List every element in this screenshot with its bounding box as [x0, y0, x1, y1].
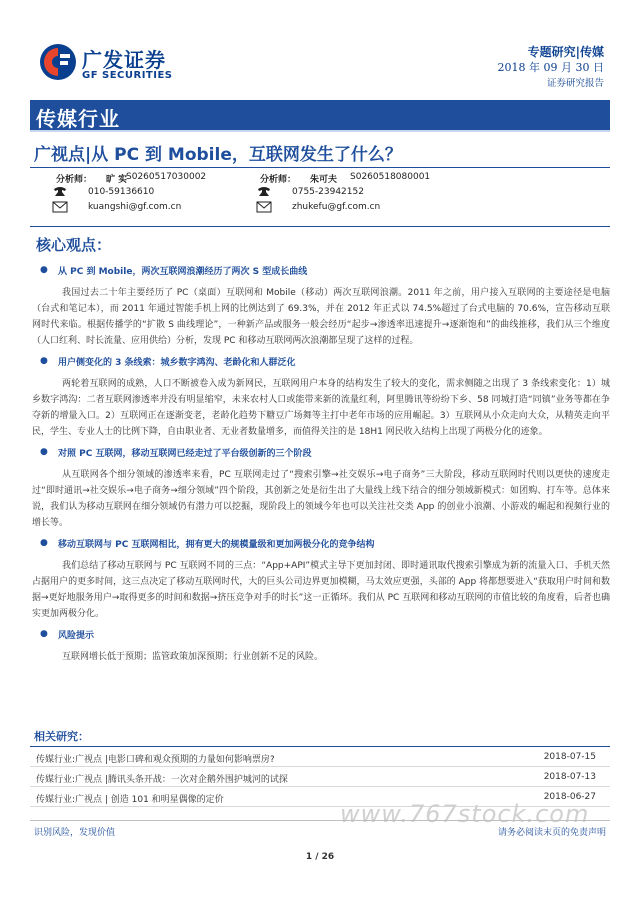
logo-cn-text: 广发证券 [82, 48, 166, 72]
analyst-label: 分析师： [260, 175, 297, 185]
analyst-label: 分析师： [56, 175, 93, 185]
analyst-name-line [234, 170, 524, 185]
section-paragraph: 互联网增长低于预期；监管政策加深预期；行业创新不足的风险。 [62, 652, 324, 662]
report-type: 专题研究|传媒 [527, 45, 604, 59]
email-icon [52, 201, 68, 213]
related-item-title: 传媒行业:广视点 |腾讯头条开战：一次对企鹅外围护城河的试探 [36, 775, 288, 785]
analyst-email[interactable]: kuangshi@gf.com.cn [88, 202, 182, 212]
analyst-phone: 0755-23942152 [292, 187, 364, 197]
section-heading [30, 355, 610, 370]
report-date: 2018 年 09 月 30 日 [497, 61, 604, 74]
phone-icon [256, 186, 272, 198]
report-title-row [30, 138, 610, 168]
watermark: www.767stock.com [340, 800, 590, 828]
related-item[interactable] [30, 767, 610, 787]
section-paragraph: 两轮着互联网的成熟，人口不断被卷入成为新网民，互联网用户本身的结构发生了较大的变化，需求侧随之出现了 3 条线索变化：1）城乡数字鸿沟：二者互联网渗透率并没有明显缩窄，未来农村人口或能带来新的流量红利，阿里腾讯等纷纷下乡、58 同城打造“同镇”业务等都在争夺新的增量入口。2）互联网正在逐渐变老，老龄化趋势下糖豆广场舞等主打中老年市场的应用崛起。3）互联网从小众走向大众，从精英走向平民，学生、专业人士的比例下降，自由职业者、无业者数量增多，而值得关注的是 18H1 网民收入结构上出现了两极分化的迹象。 [32, 379, 610, 437]
related-research-title: 相关研究： [30, 728, 610, 747]
related-research [30, 728, 610, 807]
bullet-icon: ● [40, 447, 48, 457]
analyst-card [234, 170, 524, 215]
logo-en-text: GF SECURITIES [82, 70, 173, 81]
section-paragraph: 我们总结了移动互联网与 PC 互联网不同的三点：“App+API”模式主导下更加封闭、即时通讯取代搜索引擎成为新的流量入口、手机天然占据用户的更多时间，这三点决定了移动互联网时代，大的巨头公司边界更加模糊，马太效应更强，头部的 App 将都想要进入“获取用户时间和数据→更好地服务用户→取得更多的时间和数据→挤压竞争对手的时长”这一正循环。我们从 PC 互联网和移动互联网的市值比较的角度看，后者也确实更加两极分化。 [32, 561, 610, 619]
report-title: 广视点|从 PC 到 Mobile，互联网发生了什么？ [34, 145, 402, 165]
analyst-email[interactable]: zhukefu@gf.com.cn [292, 202, 381, 212]
industry-label: 传媒行业 [36, 107, 120, 131]
bullet-icon: ● [40, 538, 48, 548]
phone-icon [52, 186, 68, 198]
core-views-content [30, 262, 610, 671]
page-footer [30, 820, 610, 836]
report-subtitle: 证券研究报告 [546, 78, 604, 89]
related-item-date: 2018-07-13 [543, 772, 596, 782]
section-heading [30, 628, 610, 643]
section-heading [30, 537, 610, 552]
header-meta [498, 44, 604, 92]
bullet-icon: ● [40, 629, 48, 639]
email-icon [256, 201, 272, 213]
bullet-icon: ● [40, 356, 48, 366]
logo-mark-icon [38, 42, 78, 82]
section-heading-text: 从 PC 到 Mobile，两次互联网浪潮经历了两次 S 型成长曲线 [58, 267, 308, 277]
section-heading [30, 446, 610, 461]
footer-disclaimer-link[interactable]: 请务必阅读末页的免责声明 [497, 828, 606, 838]
related-item[interactable] [30, 747, 610, 767]
section-heading-text: 用户侧变化的 3 条线索：城乡数字鸿沟、老龄化和人群泛化 [58, 358, 296, 368]
related-item-title: 传媒行业:广视点 |电影口碑和观众预期的力量如何影响票房? [36, 755, 275, 765]
page-number: 1 / 26 [305, 852, 335, 862]
analyst-phone-line [234, 185, 524, 200]
analyst-name: 朱可夫 [310, 175, 338, 185]
section-heading [30, 264, 610, 279]
analyst-email-line [234, 200, 524, 215]
section-paragraph: 我国过去二十年主要经历了 PC（桌面）互联网和 Mobile（移动）两次互联网浪潮。2011 年之前，用户接入互联网的主要途径是电脑（台式和笔记本），而 2011 年通过智能手机上网的比例达到了 69.3%，并在 2012 年正式以 74.5%超过了台式电脑的 70.6%，宣告移动互联网时代来临。根据传播学的“扩散 S 曲线理论”，一种新产品或服务一般会经历“起步→渗透率迅速提升→逐渐饱和”的曲线推移，我们从三个维度（人口红利、时长流量、应用供给）分析，发现 PC 和移动互联网两次浪潮都呈现了这样的过程。 [32, 288, 610, 346]
analyst-phone: 010-59136610 [88, 187, 155, 197]
report-header [0, 0, 640, 100]
analyst-block [30, 170, 610, 225]
bullet-icon: ● [40, 265, 48, 275]
core-views-heading: 核心观点： [36, 236, 112, 254]
section-heading-text: 移动互联网与 PC 互联网相比，拥有更大的规模量级和更加两极分化的竞争结构 [58, 540, 375, 550]
industry-banner [30, 100, 610, 132]
section-heading-text: 风险提示 [58, 631, 95, 641]
gf-securities-logo [38, 42, 178, 86]
related-item-date: 2018-07-15 [543, 752, 596, 762]
analyst-divider [30, 226, 610, 227]
section-heading-text: 对照 PC 互联网，移动互联网已经走过了平台级创新的三个阶段 [58, 449, 312, 459]
section-paragraph: 从互联网各个细分领域的渗透率来看，PC 互联网走过了“搜索引擎→社交娱乐→电子商务”三大阶段，移动互联网时代则以更快的速度走过“即时通讯→社交娱乐→电子商务→细分领域”四个阶段，其创新之处是衍生出了大量线上线下结合的细分领域新模式：如团购、打车等。总体来说，我们认为移动互联网在细分领域仍有潜力可以挖掘，现阶段上的领域今年也可以关注社交类 App 的创业小浪潮、小游戏的崛起和视频行业的增长等。 [32, 470, 610, 528]
analyst-cert: S0260518080001 [350, 172, 431, 182]
analyst-name: 旷 实 [106, 175, 128, 185]
related-item-title: 传媒行业:广视点 | 创造 101 和明星偶像的定价 [36, 795, 224, 805]
analyst-cert: S0260517030002 [126, 172, 207, 182]
footer-slogan: 识别风险，发现价值 [34, 828, 116, 838]
related-item-date: 2018-06-27 [543, 792, 596, 802]
